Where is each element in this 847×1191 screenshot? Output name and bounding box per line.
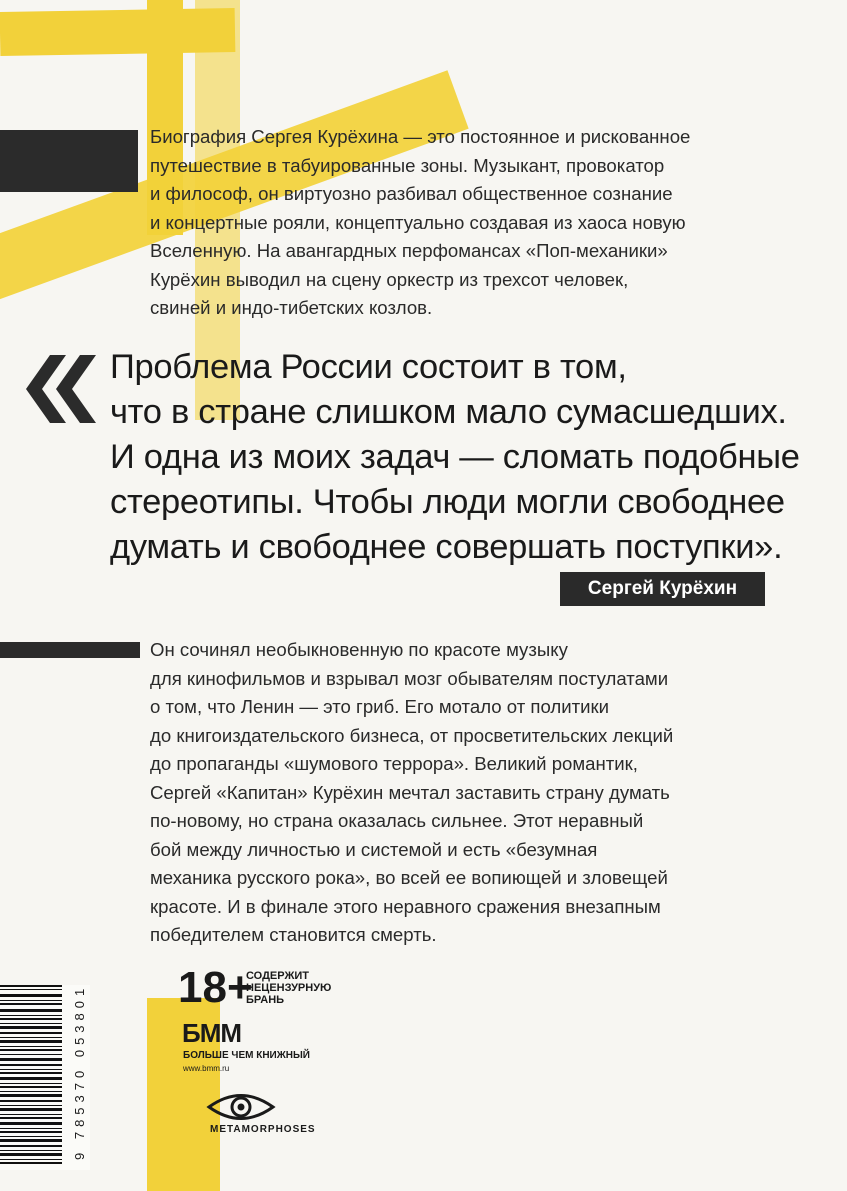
dark-bar-middle bbox=[0, 642, 140, 658]
barcode-icon bbox=[0, 985, 62, 1165]
quote-block bbox=[110, 345, 800, 570]
body-line: победителем становится смерть. bbox=[150, 924, 437, 945]
age-warning-line: НЕЦЕНЗУРНУЮ bbox=[246, 982, 332, 994]
intro-line: и концертные рояли, концептуально создавая из хаоса новую bbox=[150, 211, 686, 233]
body-paragraph bbox=[150, 636, 673, 950]
body-line: о том, что Ленин — это гриб. Его мотало от политики bbox=[150, 696, 610, 717]
publisher-url: www.bmm.ru bbox=[183, 1064, 230, 1073]
body-line: Он сочинял необыкновенную по красоте музыку bbox=[150, 639, 568, 660]
body-line: бой между личностью и системой и есть «безумная bbox=[150, 838, 598, 860]
quote-author-label: Сергей Курёхин bbox=[560, 572, 765, 606]
intro-line: Курёхин выводил на сцену оркестр из трехсот человек, bbox=[150, 268, 629, 290]
body-line: красоте. И в финале этого неравного сражения внезапным bbox=[150, 895, 661, 917]
body-line: по-новому, но страна оказалась сильнее. Этот неравный bbox=[150, 810, 644, 831]
intro-line: свиней и индо-тибетских козлов. bbox=[150, 297, 433, 318]
quote-line: Проблема России состоит в том, bbox=[110, 348, 627, 386]
eye-icon bbox=[205, 1090, 277, 1124]
intro-line: и философ, он виртуозно разбивал общественное сознание bbox=[150, 183, 673, 204]
imprint-label: METAMORPHOSES bbox=[210, 1124, 316, 1135]
age-warning-line: БРАНЬ bbox=[246, 994, 285, 1006]
publisher-logo: БММ bbox=[182, 1018, 242, 1048]
publisher-tagline: БОЛЬШЕ ЧЕМ КНИЖНЫЙ bbox=[183, 1050, 310, 1061]
quote-line: И одна из моих задач — сломать подобные bbox=[110, 438, 800, 476]
age-warning-line: СОДЕРЖИТ bbox=[246, 970, 310, 982]
intro-paragraph bbox=[150, 123, 690, 323]
barcode-number: 9 785370 053801 bbox=[72, 983, 87, 1160]
body-line: до пропаганды «шумового террора». Великий романтик, bbox=[150, 753, 638, 774]
intro-line: путешествие в табуированные зоны. Музыкант, провокатор bbox=[150, 154, 665, 176]
quote-line: что в стране слишком мало сумасшедших. bbox=[110, 393, 787, 431]
age-rating-warning bbox=[246, 970, 331, 1006]
quote-mark-icon bbox=[26, 355, 98, 423]
body-line: Сергей «Капитан» Курёхин мечтал заставить страну думать bbox=[150, 781, 670, 803]
body-line: механика русского рока», во всей ее вопиющей и зловещей bbox=[150, 867, 668, 888]
intro-line: Вселенную. На авангардных перфомансах «Поп-механики» bbox=[150, 240, 668, 261]
body-line: до книгоиздательского бизнеса, от просветительских лекций bbox=[150, 724, 674, 746]
age-rating-badge: 18+ bbox=[178, 963, 253, 1012]
quote-line: думать и свободнее совершать поступки». bbox=[110, 528, 783, 566]
intro-line: Биография Сергея Курёхина — это постоянное и рискованное bbox=[150, 126, 691, 147]
quote-line: стереотипы. Чтобы люди могли свободнее bbox=[110, 483, 785, 521]
dark-bar-top bbox=[0, 130, 138, 192]
body-line: для кинофильмов и взрывал мозг обывателям постулатами bbox=[150, 667, 669, 689]
